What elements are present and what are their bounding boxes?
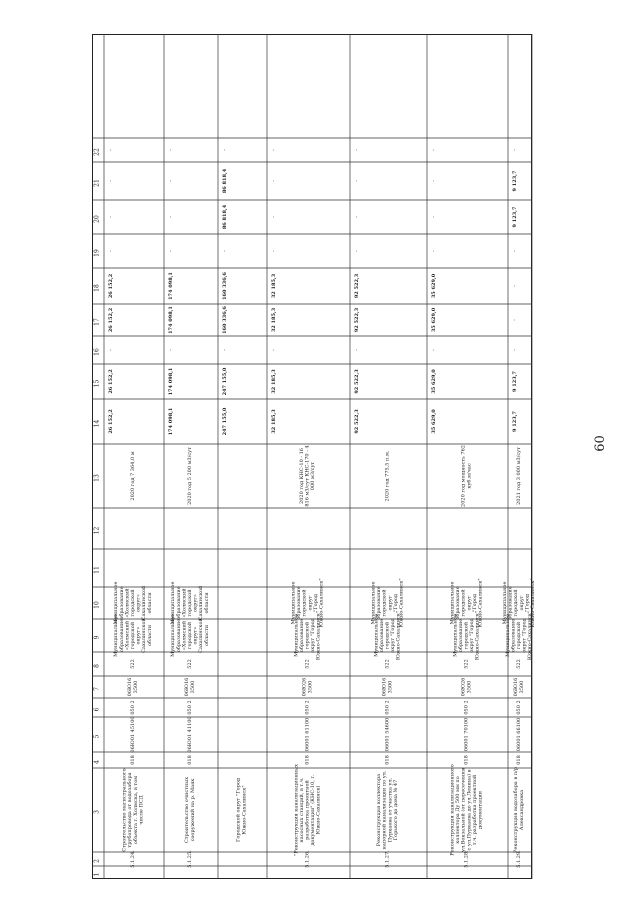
column-number-21: 21 xyxy=(93,179,101,187)
cell-c17-row-6: 35 629,0 xyxy=(431,307,437,333)
cell-c5-row-6: 06001 70100 xyxy=(463,717,470,752)
cell-c10-row-5: Муниципальноеобразованиегородскойокруг"ГородЮжно-Сахалинск" xyxy=(370,578,405,628)
cell-c9-row-2: Муниципальноеобразование«Холмскийгородскойокруг»Сахалинскойобласти xyxy=(170,614,210,657)
cell-c19-row-2: - xyxy=(168,250,174,252)
cell-c16-row-6: - xyxy=(431,349,437,351)
cell-name-row-1: Строительство магистральноготрубопровода от водозабораобъекта г. Холмска, в томчисле ПСД xyxy=(121,768,145,852)
column-number-12: 12 xyxy=(93,526,101,535)
column-number-8: 8 xyxy=(93,664,101,668)
cell-c14-row-3: 247 155,0 xyxy=(222,407,228,436)
cell-c18-row-5: 92 522,3 xyxy=(354,273,360,299)
cell-c16-row-1: - xyxy=(108,349,114,351)
cell-c16-row-5: - xyxy=(354,349,360,351)
cell-c19-row-5: - xyxy=(354,250,360,252)
cell-c17-row-4: 32 185,3 xyxy=(271,307,277,333)
cell-c6-row-7: 050 2 xyxy=(516,700,522,715)
cell-c13-row-6: 2020 год мощность 762куб.м/час xyxy=(460,445,473,507)
cell-c5-row-2: 06Ю01 41100 xyxy=(187,716,193,753)
cell-c17-row-2: 174 098,1 xyxy=(168,306,174,334)
cell-c10-row-4: Муниципальноеобразованиегородскойокруг"ГородЮжно-Сахалинск" xyxy=(290,578,325,628)
column-number-5: 5 xyxy=(93,734,101,739)
cell-c18-row-2: 174 098,1 xyxy=(168,272,174,300)
cell-name-row-3: Городской округ "ГородЮжно-Сахалинск" xyxy=(235,778,248,842)
cell-c7-row-5: 06Ю163500 xyxy=(381,677,394,697)
cell-c8-row-2: 522 xyxy=(187,659,193,669)
cell-c5-row-1: 06Ю01 45100 xyxy=(130,716,136,753)
cell-c18-row-4: 32 185,3 xyxy=(271,273,277,299)
cell-c14-row-1: 26 152,2 xyxy=(108,409,114,434)
cell-c10-row-1: Муниципальноеобразование«Холмскийгородскойокруг»Сахалинскойобласти xyxy=(113,581,153,625)
column-number-4: 4 xyxy=(93,760,101,764)
column-number-9: 9 xyxy=(93,635,101,640)
cell-c4-row-7: 018 xyxy=(516,755,522,765)
cell-num-row-2: 5.1.25. xyxy=(187,850,193,868)
cell-c20-row-1: - xyxy=(108,216,114,218)
cell-c22-row-4: - xyxy=(271,149,277,151)
column-number-16: 16 xyxy=(93,348,101,356)
cell-c21-row-2: - xyxy=(168,180,174,182)
cell-c8-row-5: 522 xyxy=(384,659,391,669)
cell-c21-row-6: - xyxy=(431,180,437,182)
cell-c4-row-6: 018 xyxy=(463,755,470,765)
column-number-2: 2 xyxy=(93,859,101,863)
column-number-19: 19 xyxy=(93,249,101,257)
column-number-10: 10 xyxy=(93,601,101,609)
column-number-14: 14 xyxy=(93,419,101,428)
cell-c8-row-7: 522 xyxy=(516,659,522,669)
cell-num-row-6: 5.1.28. xyxy=(463,850,470,868)
cell-c5-row-5: 06001 54600 xyxy=(384,717,391,752)
cell-c21-row-5: - xyxy=(354,180,360,182)
cell-c21-row-3: 86 818,4 xyxy=(222,168,228,194)
cell-c15-row-3: 247 155,0 xyxy=(222,367,228,396)
cell-c18-row-3: 160 336,6 xyxy=(222,272,228,300)
cell-c16-row-4: - xyxy=(271,349,277,351)
column-number-1: 1 xyxy=(93,872,101,877)
cell-c20-row-7: 9 123,7 xyxy=(512,206,518,228)
cell-c13-row-2: 2020 год 5 200 м3/сут xyxy=(187,447,193,505)
column-number-11: 11 xyxy=(93,566,101,574)
cell-c19-row-3: - xyxy=(222,250,228,252)
cell-c22-row-6: - xyxy=(431,149,437,151)
cell-c13-row-7: 2021 год 3 000 м3/сут xyxy=(516,447,522,505)
cell-name-row-4: "Реконструкция канализационныхнасосных станций, в т.ч.разработка проектнойдокументации" (КНС-10, г.Южно-Сахалинск) xyxy=(293,764,322,856)
cell-c21-row-7: 9 123,7 xyxy=(512,170,518,192)
cell-c21-row-1: - xyxy=(108,180,114,182)
cell-c14-row-7: 9 123,7 xyxy=(512,411,518,432)
column-number-6: 6 xyxy=(93,707,101,712)
cell-c4-row-4: 018 xyxy=(304,755,311,765)
cell-c9-row-1: Муниципальноеобразование«Холмскийгородскойокруг»Сахалинскойобласти xyxy=(113,614,153,657)
cell-c9-row-4: Муниципальноеобразованиегородскойокруг "ГородЮжно-Сахалинск" xyxy=(293,610,322,661)
cell-c17-row-1: 26 152,2 xyxy=(108,307,114,333)
column-number-17: 17 xyxy=(93,318,101,326)
cell-c7-row-6: 06Ю263500 xyxy=(460,677,473,697)
rotated-table-sheet xyxy=(92,34,536,879)
cell-c15-row-4: 32 185,3 xyxy=(271,369,277,394)
cell-c9-row-7: Муниципальноеобразованиегородскойокруг "ГородЮжно-Сахалинск" xyxy=(504,610,534,661)
cell-num-row-5: 5.1.27. xyxy=(384,850,391,868)
cell-c15-row-1: 26 152,2 xyxy=(108,369,114,394)
budget-table xyxy=(92,34,536,879)
cell-name-row-2: Строительство очистныхсооружений на р. Маяк xyxy=(184,776,196,844)
cell-c8-row-6: 522 xyxy=(463,659,470,669)
cell-c4-row-2: 018 xyxy=(187,755,193,765)
cell-name-row-5: Реконструкция коллекторанапорной канализации по ул.Пуркаева от участка ул.Горького до дома № 47 xyxy=(376,770,399,850)
cell-c19-row-1: - xyxy=(108,250,114,252)
cell-c17-row-5: 92 522,3 xyxy=(354,307,360,333)
cell-c9-row-6: Муниципальноеобразованиегородскойокруг "ГородЮжно-Сахалинск" xyxy=(452,610,481,661)
cell-c5-row-7: 06001 66100 xyxy=(516,717,522,752)
cell-c6-row-1: 050 2 xyxy=(130,700,136,715)
cell-c16-row-7: - xyxy=(512,349,518,351)
cell-c10-row-2: Муниципальноеобразование«Холмскийгородскойокруг»Сахалинскойобласти xyxy=(170,581,210,625)
cell-c18-row-6: 35 629,0 xyxy=(431,273,437,299)
page-number: 60 xyxy=(592,435,608,452)
cell-c16-row-3: - xyxy=(222,349,228,351)
cell-c5-row-4: 06001 61100 xyxy=(304,717,311,752)
cell-name-row-7: Реконструкция водозабора в п/рАлександровка xyxy=(513,767,525,853)
cell-c15-row-2: 174 098,1 xyxy=(168,367,174,396)
column-number-13: 13 xyxy=(93,474,101,482)
column-number-15: 15 xyxy=(93,379,101,388)
cell-c14-row-6: 35 629,0 xyxy=(431,409,437,434)
cell-c4-row-1: 018 xyxy=(130,755,136,765)
cell-c6-row-4: 050 2 xyxy=(304,700,311,715)
cell-c22-row-1: - xyxy=(108,149,114,151)
cell-c18-row-1: 26 152,2 xyxy=(108,273,114,299)
cell-c8-row-1: 522 xyxy=(130,659,136,669)
cell-c14-row-2: 174 098,1 xyxy=(168,407,174,436)
column-number-3: 3 xyxy=(93,810,101,814)
cell-c17-row-7: - xyxy=(512,319,518,321)
cell-num-row-1: 5.1.24. xyxy=(130,850,136,868)
cell-c6-row-5: 050 2 xyxy=(384,700,391,715)
cell-c20-row-5: - xyxy=(354,216,360,218)
cell-c19-row-7: - xyxy=(512,250,518,252)
cell-c22-row-7: - xyxy=(512,149,518,151)
cell-c15-row-6: 35 629,0 xyxy=(431,369,437,394)
cell-c9-row-5: Муниципальноеобразованиегородскойокруг "ГородЮжно-Сахалинск" xyxy=(373,610,402,661)
cell-c7-row-2: 06Ю163500 xyxy=(184,677,196,697)
cell-c19-row-4: - xyxy=(271,250,277,252)
cell-c6-row-2: 050 2 xyxy=(187,700,193,715)
cell-c10-row-7: Муниципальноеобразованиегородскойокруг"ГородЮжно-Сахалинск" xyxy=(502,578,536,628)
cell-c22-row-5: - xyxy=(354,149,360,151)
cell-c19-row-6: - xyxy=(431,250,437,252)
cell-c18-row-7: - xyxy=(512,285,518,287)
cell-c22-row-3: - xyxy=(222,149,228,151)
cell-c20-row-3: 86 818,4 xyxy=(222,204,228,230)
cell-num-row-4: 5.1.26. xyxy=(304,850,311,868)
cell-c7-row-7: 06Ю163500 xyxy=(513,677,525,697)
cell-c22-row-2: - xyxy=(168,149,174,151)
column-number-22: 22 xyxy=(93,148,101,156)
cell-c20-row-4: - xyxy=(271,216,277,218)
cell-c14-row-5: 92 522,3 xyxy=(354,409,360,434)
cell-name-row-6: Реконструкция канализационногоколлектора Ду 500 мм поул.Вокзальной (от пересеченияс ул.Пуркаева до ул.Ленина) вт.ч. разработка проектнойдокументации xyxy=(449,764,484,856)
cell-c17-row-3: 160 336,6 xyxy=(222,306,228,334)
cell-c14-row-4: 32 185,3 xyxy=(271,409,277,434)
cell-c16-row-2: - xyxy=(168,349,174,351)
cell-c8-row-4: 522 xyxy=(304,659,311,669)
cell-c4-row-5: 018 xyxy=(384,755,391,765)
cell-c20-row-6: - xyxy=(431,216,437,218)
cell-c15-row-7: 9 123,7 xyxy=(512,371,518,392)
cell-num-row-7: 5.1.29. xyxy=(516,850,522,868)
column-number-20: 20 xyxy=(93,215,101,223)
cell-c6-row-6: 050 2 xyxy=(463,700,470,715)
cell-c7-row-4: 06Ю263500 xyxy=(301,677,314,697)
cell-c7-row-1: 06Ю163500 xyxy=(127,677,139,697)
cell-c13-row-1: 2020 год 7 364,0 м xyxy=(130,451,136,501)
column-number-18: 18 xyxy=(93,284,101,292)
cell-c21-row-4: - xyxy=(271,180,277,182)
column-number-7: 7 xyxy=(93,687,101,691)
cell-c10-row-6: Муниципальноеобразованиегородскойокруг"ГородЮжно-Сахалинск" xyxy=(449,578,484,628)
cell-c13-row-5: 2020 год 775,5 п.м. xyxy=(384,450,391,502)
cell-c15-row-5: 92 522,3 xyxy=(354,369,360,394)
cell-c13-row-4: 2020 год КНС-10 - 16816 м3/сут КНС-170 - 4000 м3/сут xyxy=(298,445,317,507)
cell-c20-row-2: - xyxy=(168,216,174,218)
